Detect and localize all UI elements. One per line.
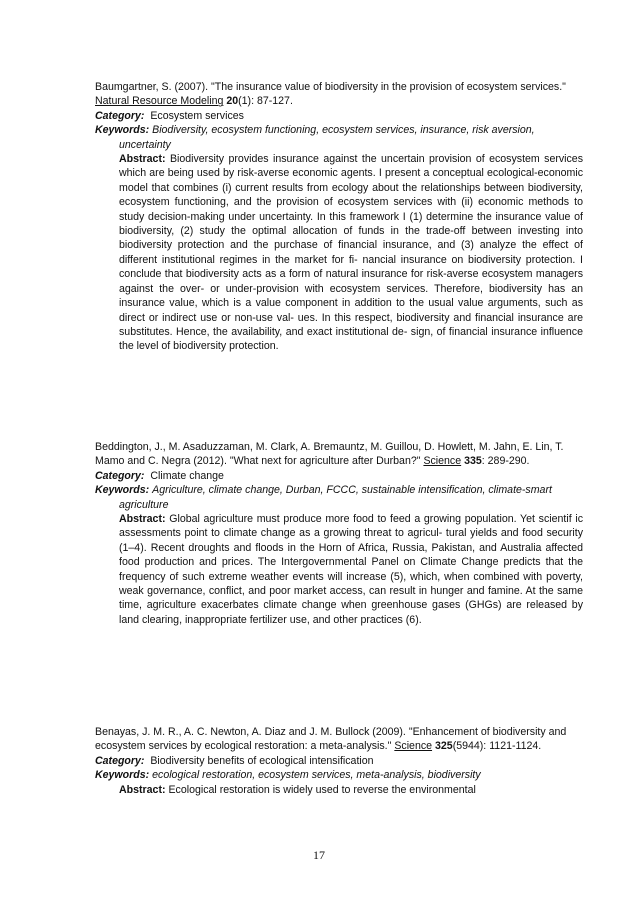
issue-pages: (5944): 1121-1124.	[452, 740, 542, 753]
category-label: Category:	[95, 109, 145, 122]
abstract-label: Abstract:	[119, 153, 166, 166]
journal-link[interactable]: Natural Resource Modeling	[95, 95, 224, 108]
category-value: Climate change	[150, 469, 224, 482]
citation-authors: Beddington, J., M. Asaduzzaman, M. Clark, A. Bremauntz, M. Guillou, D. Howlett, M. Jahn, E. Lin, T. Mamo and C. Negra (2012). "What next for agriculture after Durban?"	[95, 441, 564, 468]
keywords-label: Keywords:	[95, 484, 150, 497]
volume: 325	[435, 740, 453, 753]
citation	[95, 725, 583, 754]
keywords-label: Keywords:	[95, 769, 150, 782]
category-value: Ecosystem services	[150, 109, 244, 122]
citation	[95, 80, 583, 109]
citation	[95, 440, 583, 469]
category-line	[95, 469, 583, 483]
reference-entry	[95, 725, 583, 797]
keywords-line	[95, 483, 583, 512]
abstract	[119, 512, 583, 627]
keywords-line	[95, 123, 583, 152]
abstract-label: Abstract:	[119, 513, 166, 526]
journal-link[interactable]: Science	[423, 455, 462, 468]
page-number: 17	[313, 848, 325, 862]
category-line	[95, 754, 583, 768]
volume: 20	[226, 95, 239, 108]
issue-pages: : 289-290.	[481, 455, 530, 468]
issue-pages: (1): 87-127.	[238, 95, 293, 108]
volume: 335	[464, 455, 482, 468]
keywords-line	[95, 768, 583, 782]
abstract	[119, 783, 583, 797]
keywords-value: ecological restoration, ecosystem services, meta-analysis, biodiversity	[152, 769, 481, 782]
keywords-value: Biodiversity, ecosystem functioning, ecosystem services, insurance, risk aversion, uncertainty	[119, 124, 535, 151]
abstract-text: Ecological restoration is widely used to reverse the environmental	[168, 783, 476, 796]
citation-authors: Benayas, J. M. R., A. C. Newton, A. Diaz and J. M. Bullock (2009). "Enhancement of biodiversity and ecosystem services by ecological restoration: a meta-analysis."	[95, 726, 567, 753]
abstract-label: Abstract:	[119, 783, 166, 796]
reference-entry	[95, 440, 583, 627]
keywords-value: Agriculture, climate change, Durban, FCCC, sustainable intensification, climate-smart agriculture	[119, 484, 552, 511]
journal-link[interactable]: Science	[394, 740, 433, 753]
abstract-text: Global agriculture must produce more food to feed a growing population. Yet scientif ic assessments point to climate change as a growing threat to agricul- tural yields and food security (1–4). Recent droughts and floods in the Horn of Africa, Russia, Pakistan, and Australia affected food production and prices. The Intergovernmental Panel on Climate Change predicts that the frequency of such extreme weather events will increase (5), which, when combined with poverty, weak governance, conflict, and poor market access, can result in hunger and famine. At the same time, agriculture exacerbates climate change when greenhouse gases (GHGs) are released by land clearing, inappropriate fertilizer use, and other practices (6).	[119, 513, 583, 626]
abstract-text: Biodiversity provides insurance against the uncertain provision of ecosystem services which are being used by risk-averse economic agents. I present a conceptual ecological-economic model that combines (i) current results from ecology about the relationships between biodiversity, ecosystem functioning, and the provision of ecosystem services with (ii) economic methods to study decision-making under uncertainty. In this framework I (1) determine the insurance value of biodiversity, (2) study the optimal allocation of funds in the trade-off between investing into biodiversity protection and the purchase of financial insurance, and (3) analyze the effect of different institutional regimes in the market for fi- nancial insurance on biodiversity protection. I conclude that biodiversity acts as a form of natural insurance for risk-averse ecosystem managers against the over- or under-provision with ecosystem services. Therefore, biodiversity has an insurance value, which is a value component in addition to the usual value arguments, such as direct or indirect use or non-use val- ues. In this respect, biodiversity and financial insurance are substitutes. Hence, the availability, and exact institutional de- sign, of financial insurance influence the level of biodiversity protection.	[119, 153, 583, 353]
category-label: Category:	[95, 469, 145, 482]
abstract	[119, 152, 583, 354]
category-line	[95, 109, 583, 123]
category-value: Biodiversity benefits of ecological intensification	[150, 754, 374, 767]
category-label: Category:	[95, 754, 145, 767]
keywords-label: Keywords:	[95, 124, 150, 137]
citation-authors: Baumgartner, S. (2007). "The insurance value of biodiversity in the provision of ecosystem services."	[95, 81, 566, 93]
reference-entry	[95, 80, 583, 354]
